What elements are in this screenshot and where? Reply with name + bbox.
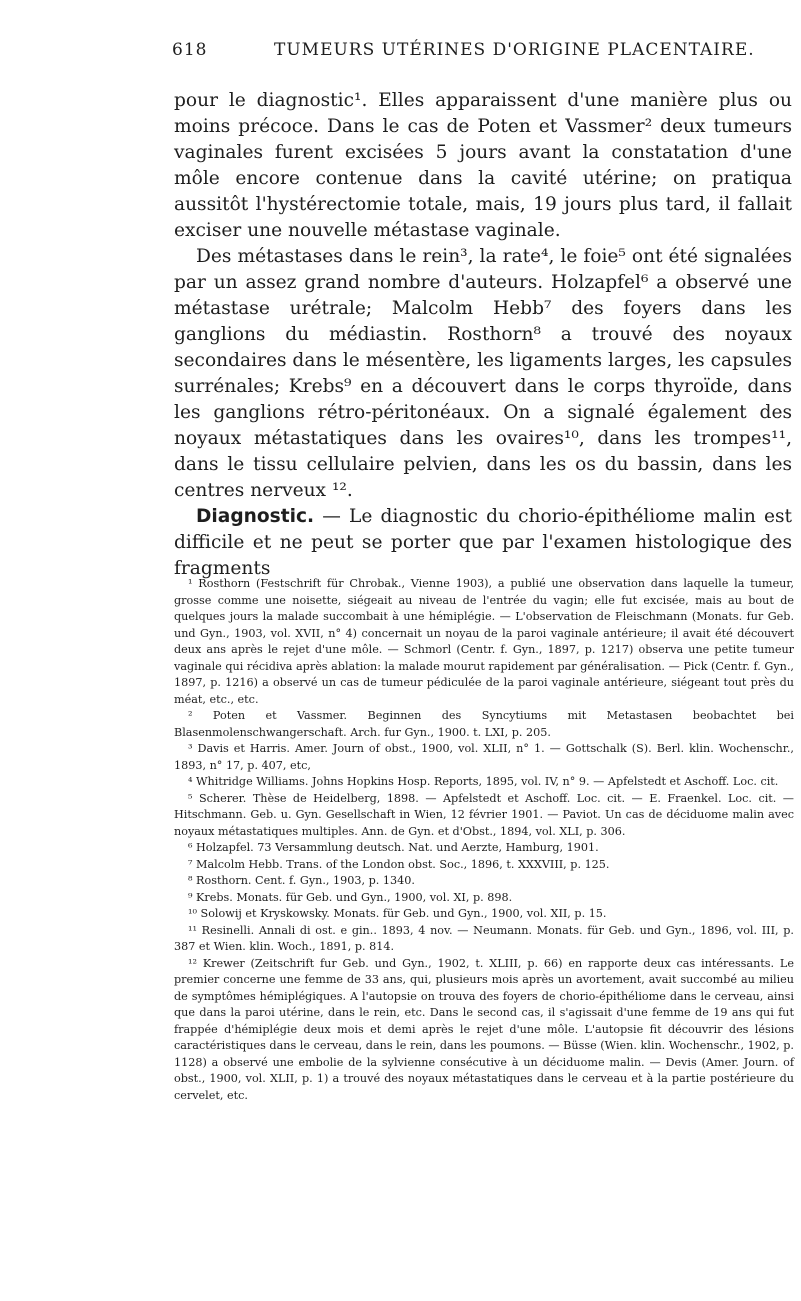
diagnostic-text: — Le diagnostic du chorio-épithéliome malin est difficile et ne peut se porter que par l'examen histologique des fragments [174,506,792,579]
paragraph-diagnostic [174,504,792,582]
footnote-11: ¹¹ Resinelli. Annali di ost. e gin.. 1893, 4 nov. — Neumann. Monats. für Geb. und Gyn., 1896, vol. III, p. 387 et Wien. klin. Woch., 1891, p. 814. [174,923,794,953]
page-number: 618 [172,40,208,60]
footnote-5: ⁵ Scherer. Thèse de Heidelberg, 1898. — Apfelstedt et Aschoff. Loc. cit. — E. Fraenkel. Loc. cit. — Hitschmann. Geb. u. Gyn. Gesellschaft in Wien, 12 février 1901. — Paviot. Un cas de déciduome malin avec noyaux métastatiques multiples. Ann. de Gyn. et d'Obst., 1894, vol. XLI, p. 306. [174,791,794,838]
footnote-1: ¹ Rosthorn (Festschrift für Chrobak., Vienne 1903), a publié une observation dans laquelle la tumeur, grosse comme une noisette, siégeait au niveau de l'entrée du vagin; elle fut excisée, mais au bout de quelques jours la malade succombait à une hémiplégie. — L'observation de Fleischmann (Monats. fur Geb. und Gyn., 1903, vol. XVII, n° 4) concernait un noyau de la paroi vaginale antérieure; il avait été découvert deux ans après le rejet d'une môle. — Schmorl (Centr. f. Gyn., 1897, p. 1217) observa une petite tumeur vaginale qui récidiva après ablation: la malade mourut rapidement par généralisation. — Pick (Centr. f. Gyn., 1897, p. 1216) a observé un cas de tumeur pédiculée de la paroi vaginale antérieure, siégeant tout près du méat, etc., etc. [174,577,794,706]
running-title: TUMEURS UTÉRINES D'ORIGINE PLACENTAIRE. [274,40,755,60]
footnote-6: ⁶ Holzapfel. 73 Versammlung deutsch. Nat. und Aerzte, Hamburg, 1901. [188,841,599,854]
paragraph-continuation: pour le diagnostic¹. Elles apparaissent d'une manière plus ou moins précoce. Dans le cas de Poten et Vassmer² deux tumeurs vaginales furent excisées 5 jours avant la constatation d'une môle encore contenue dans la cavité utérine; on pratiqua aussitôt l'hystérectomie totale, mais, 19 jours plus tard, il fallait exciser une nouvelle métastase vaginale. [174,90,792,241]
footnotes [174,576,794,1104]
footnote-4: ⁴ Whitridge Williams. Johns Hopkins Hosp. Reports, 1895, vol. IV, n° 9. — Apfelstedt et Aschoff. Loc. cit. [188,775,779,788]
paragraph-metastases: Des métastases dans le rein³, la rate⁴, le foie⁵ ont été signalées par un assez grand nombre d'auteurs. Holzapfel⁶ a observé une métastase urétrale; Malcolm Hebb⁷ des foyers dans les ganglions du médiastin. Rosthorn⁸ a trouvé des noyaux secondaires dans le mésentère, les ligaments larges, les capsules surrénales; Krebs⁹ en a découvert dans le corps thyroïde, dans les ganglions rétro-péritonéaux. On a signalé également des noyaux métastatiques dans les ovaires¹⁰, dans les trompes¹¹, dans le tissu cellulaire pelvien, dans les os du bassin, dans les centres nerveux ¹². [174,246,792,501]
footnote-3: ³ Davis et Harris. Amer. Journ of obst., 1900, vol. XLII, n° 1. — Gottschalk (S). Berl. klin. Wochenschr., 1893, n° 17, p. 407, etc, [174,742,794,772]
footnote-8: ⁸ Rosthorn. Cent. f. Gyn., 1903, p. 1340. [188,874,415,887]
footnote-2: ² Poten et Vassmer. Beginnen des Syncytiums mit Metastasen beobachtet bei Blasenmolenschwangerschaft. Arch. fur Gyn., 1900. t. LXI, p. 205. [174,709,794,739]
footnote-12: ¹² Krewer (Zeitschrift fur Geb. und Gyn., 1902, t. XLIII, p. 66) en rapporte deux cas intéressants. Le premier concerne une femme de 33 ans, qui, plusieurs mois après un avortement, avait succombé au milieu de symptômes hémiplégiques. A l'autopsie on trouva des foyers de chorio-épithéliome dans le cerveau, ainsi que dans la paroi utérine, dans le rein, etc. Dans le second cas, il s'agissait d'une femme de 19 ans qui fut frappée d'hémiplégie deux mois et demi après le rejet d'une môle. L'autopsie fit découvrir des lésions caractéristiques dans le cerveau, dans le rein, dans les poumons. — Büsse (Wien. klin. Wochenschr., 1902, p. 1128) a observé une embolie de la sylvienne consécutive à un déciduome malin. — Devis (Amer. Journ. of obst., 1900, vol. XLII, p. 1) a trouvé des noyaux métastatiques dans le cerveau et à la partie postérieure du cervelet, etc. [174,956,794,1102]
main-text [174,88,792,582]
section-heading-diagnostic: Diagnostic. [196,506,315,527]
footnote-7: ⁷ Malcolm Hebb. Trans. of the London obst. Soc., 1896, t. XXXVIII, p. 125. [188,857,610,871]
footnote-10: ¹⁰ Solowij et Kryskowsky. Monats. für Geb. und Gyn., 1900, vol. XII, p. 15. [188,907,607,920]
footnote-9: ⁹ Krebs. Monats. für Geb. und Gyn., 1900, vol. XI, p. 898. [188,890,513,904]
